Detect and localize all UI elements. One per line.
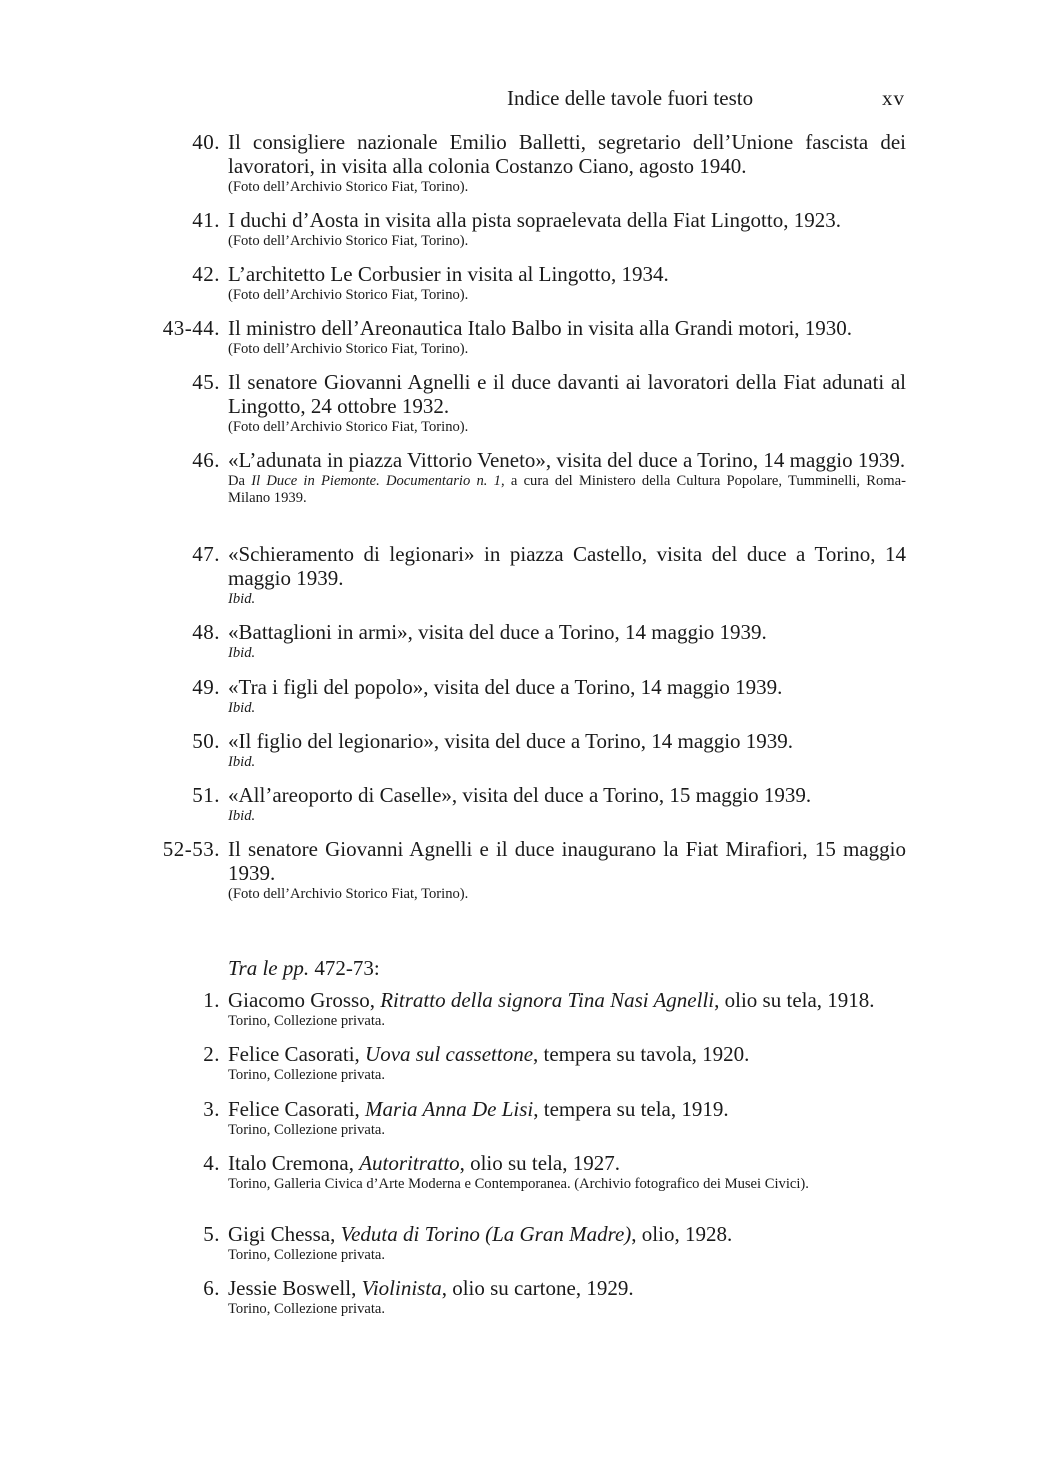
plate-caption: Il senatore Giovanni Agnelli e il duce inaugurano la Fiat Mirafiori, 15 maggio 1939.: [228, 837, 906, 885]
plate-number: 5.: [203, 1222, 220, 1246]
plate-source: Ibid.: [228, 591, 256, 607]
plate-entry: [0, 542, 1046, 608]
plate-source: Ibid.: [228, 645, 256, 661]
plate-source: (Foto dell’Archivio Storico Fiat, Torino).: [228, 233, 469, 249]
plate-source: (Foto dell’Archivio Storico Fiat, Torino).: [228, 886, 469, 902]
plate-number: 2.: [203, 1042, 220, 1066]
plate-number: 40.: [192, 130, 220, 154]
plate-caption: «Tra i figli del popolo», visita del duce a Torino, 14 maggio 1939.: [228, 675, 783, 699]
plate-source: Ibid.: [228, 754, 256, 770]
plate-source: Ibid.: [228, 808, 256, 824]
plate-number: 41.: [192, 208, 220, 232]
page-number: xv: [882, 86, 905, 110]
plate-number: 45.: [192, 370, 220, 394]
plate-entry: [0, 262, 1046, 304]
plate-caption: Il ministro dell’Areonautica Italo Balbo in visita alla Grandi motori, 1930.: [228, 316, 853, 340]
section-heading-italic: Tra le pp.: [228, 956, 310, 980]
plate-source: (Foto dell’Archivio Storico Fiat, Torino).: [228, 341, 469, 357]
running-head-title: Indice delle tavole fuori testo: [507, 86, 754, 110]
plate-caption: «Il figlio del legionario», visita del duce a Torino, 14 maggio 1939.: [228, 729, 794, 753]
plate-caption: Jessie Boswell, Violinista, olio su cartone, 1929.: [228, 1276, 634, 1300]
plate-entry: [0, 1042, 1046, 1084]
plate-entry: [0, 1222, 1046, 1264]
running-head: [507, 84, 905, 112]
plate-caption: L’architetto Le Corbusier in visita al Lingotto, 1934.: [228, 262, 669, 286]
plate-entry: [0, 1097, 1046, 1139]
section-heading-range: 472-73:: [309, 956, 380, 980]
plate-number: 51.: [192, 783, 220, 807]
plate-number: 42.: [192, 262, 220, 286]
plate-number: 49.: [192, 675, 220, 699]
plate-caption: Felice Casorati, Uova sul cassettone, tempera su tavola, 1920.: [228, 1042, 750, 1066]
plate-source: Da Il Duce in Piemonte. Documentario n. 1, a cura del Ministero della Cultura Popolare, Tumminelli, Roma-Milano 1939.: [228, 473, 906, 506]
plate-entry: [0, 316, 1046, 358]
plate-number: 43-44.: [162, 316, 220, 340]
plate-entry: [0, 729, 1046, 771]
plate-number: 1.: [203, 988, 220, 1012]
plate-source: Torino, Collezione privata.: [228, 1301, 386, 1317]
plate-caption: «Schieramento di legionari» in piazza Castello, visita del duce a Torino, 14 maggio 1939.: [228, 542, 906, 590]
plate-caption: Gigi Chessa, Veduta di Torino (La Gran Madre), olio, 1928.: [228, 1222, 733, 1246]
plate-number: 4.: [203, 1151, 220, 1175]
plate-caption: «All’areoporto di Caselle», visita del duce a Torino, 15 maggio 1939.: [228, 783, 812, 807]
plate-number: 52-53.: [162, 837, 220, 861]
plate-entry: [0, 130, 1046, 196]
plate-entry: [0, 1151, 1046, 1193]
plate-entry: [0, 208, 1046, 250]
plate-source: Torino, Collezione privata.: [228, 1247, 386, 1263]
plate-number: 46.: [192, 448, 220, 472]
plate-number: 3.: [203, 1097, 220, 1121]
plate-entry: [0, 675, 1046, 717]
plate-number: 50.: [192, 729, 220, 753]
plate-caption: Il consigliere nazionale Emilio Balletti, segretario dell’Unione fascista dei lavoratori, in visita alla colonia Costanzo Ciano, agosto 1940.: [228, 130, 906, 178]
plate-source: Torino, Galleria Civica d’Arte Moderna e Contemporanea. (Archivio fotografico dei Musei Civici).: [228, 1176, 809, 1192]
plate-source: Torino, Collezione privata.: [228, 1122, 386, 1138]
plate-caption: Giacomo Grosso, Ritratto della signora Tina Nasi Agnelli, olio su tela, 1918.: [228, 988, 875, 1012]
plate-caption: Italo Cremona, Autoritratto, olio su tela, 1927.: [228, 1151, 620, 1175]
plate-number: 6.: [203, 1276, 220, 1300]
plate-number: 47.: [192, 542, 220, 566]
section-heading: [0, 956, 1046, 980]
plate-entry: [0, 620, 1046, 662]
plate-source: (Foto dell’Archivio Storico Fiat, Torino).: [228, 419, 469, 435]
plate-caption: «L’adunata in piazza Vittorio Veneto», visita del duce a Torino, 14 maggio 1939.: [228, 448, 906, 472]
plate-caption: «Battaglioni in armi», visita del duce a Torino, 14 maggio 1939.: [228, 620, 767, 644]
plate-source: (Foto dell’Archivio Storico Fiat, Torino).: [228, 287, 469, 303]
plate-entry: [0, 370, 1046, 436]
plate-entry: [0, 448, 1046, 507]
plate-source: Torino, Collezione privata.: [228, 1013, 386, 1029]
plate-entry: [0, 1276, 1046, 1318]
plate-caption: Felice Casorati, Maria Anna De Lisi, tempera su tela, 1919.: [228, 1097, 729, 1121]
plate-number: 48.: [192, 620, 220, 644]
plate-entry: [0, 783, 1046, 825]
plate-source: Ibid.: [228, 700, 256, 716]
plate-caption: I duchi d’Aosta in visita alla pista sopraelevata della Fiat Lingotto, 1923.: [228, 208, 841, 232]
plate-entry: [0, 988, 1046, 1030]
plate-source: Torino, Collezione privata.: [228, 1067, 386, 1083]
plate-source: (Foto dell’Archivio Storico Fiat, Torino).: [228, 179, 469, 195]
plate-caption: Il senatore Giovanni Agnelli e il duce davanti ai lavoratori della Fiat adunati al Lingotto, 24 ottobre 1932.: [228, 370, 906, 418]
plate-entry: [0, 837, 1046, 903]
